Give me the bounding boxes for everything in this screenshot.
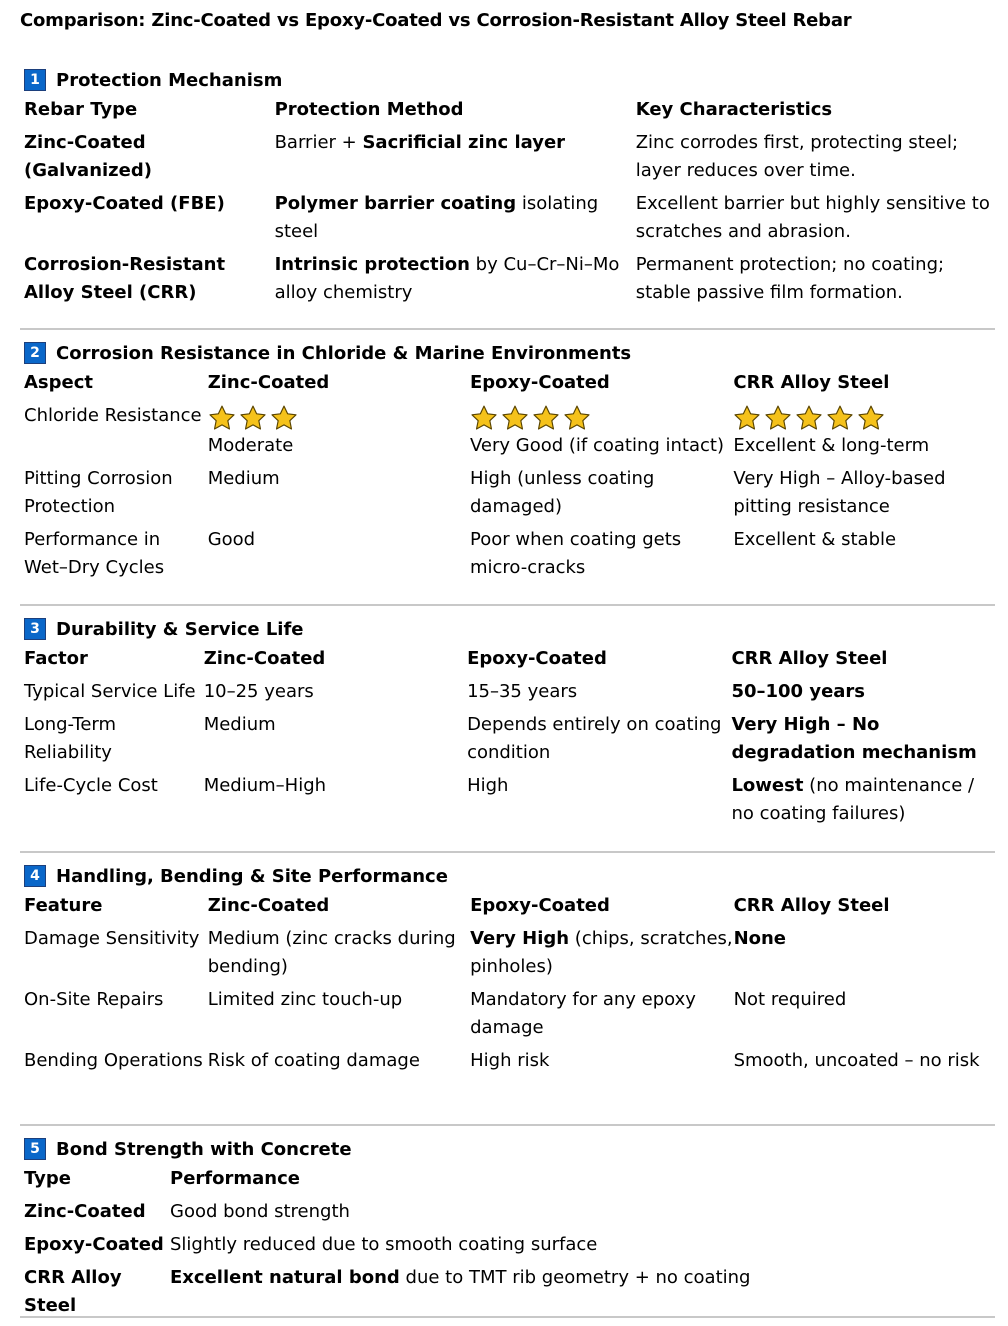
star-icon [826,404,854,432]
handling-table [24,889,995,1077]
table-header-row [24,93,995,126]
star-rating [470,402,733,432]
table-header-row [24,366,995,399]
star-icon [857,404,885,432]
crr-cell: 50–100 years [731,681,866,702]
table-row [24,399,995,462]
section-number-badge: 5 [24,1138,46,1160]
section-header [20,340,995,366]
column-header: Type [24,1168,71,1189]
table-row [24,1195,930,1228]
star-icon [470,404,498,432]
zinc-cell: Medium (zinc cracks during bending) [207,928,456,977]
type-cell: CRR Alloy Steel [24,1267,122,1316]
aspect-cell: Pitting Corrosion Protection [24,468,173,517]
section-divider [20,1316,995,1318]
section-number-badge: 1 [24,69,46,91]
table-row [24,462,995,523]
star-icon [239,404,267,432]
section-header [20,1136,995,1162]
zinc-cell: 10–25 years [203,681,314,702]
factor-cell: Typical Service Life [24,681,196,702]
rebar-type-cell: Epoxy-Coated (FBE) [24,193,225,214]
performance-cell: Excellent natural bond due to TMT rib geometry + no coating [170,1267,751,1288]
epoxy-cell: High [467,775,509,796]
epoxy-cell: Mandatory for any epoxy damage [470,989,696,1038]
section-header [20,67,995,93]
star-icon [563,404,591,432]
section-divider [20,604,995,606]
crr-cell: Smooth, uncoated – no risk [733,1050,980,1071]
rebar-type-cell: Corrosion-Resistant Alloy Steel (CRR) [24,254,226,303]
crr-cell: Excellent & stable [733,529,897,550]
column-header: Epoxy-Coated [467,648,607,669]
page-title: Comparison: Zinc-Coated vs Epoxy-Coated vs Corrosion-Resistant Alloy Steel Rebar [20,10,852,31]
epoxy-cell: Depends entirely on coating condition [467,714,722,763]
column-header: Zinc-Coated [203,648,326,669]
corrosion-table [24,366,995,584]
type-cell: Zinc-Coated [24,1201,146,1222]
table-row [24,1228,930,1261]
crr-cell: None [733,928,787,949]
bond-table [24,1162,930,1322]
table-row [24,769,995,830]
column-header: Performance [170,1168,300,1189]
section-title: Durability & Service Life [56,618,304,640]
column-header: Factor [24,648,88,669]
feature-cell: Bending Operations [24,1050,203,1071]
star-rating [208,402,470,432]
factor-cell: Long-Term Reliability [24,714,117,763]
star-rating [733,402,995,432]
star-icon [764,404,792,432]
zinc-cell: Limited zinc touch-up [207,989,403,1010]
zinc-cell: Moderate [208,399,470,462]
star-icon [795,404,823,432]
zinc-cell: Good [207,529,256,550]
zinc-cell: Risk of coating damage [207,1050,420,1071]
column-header: Epoxy-Coated [470,895,610,916]
table-row [24,983,995,1044]
section-handling [20,863,995,1077]
column-header: CRR Alloy Steel [731,648,888,669]
performance-cell: Good bond strength [170,1201,350,1222]
star-icon [532,404,560,432]
section-divider [20,851,995,853]
column-header: CRR Alloy Steel [733,372,890,393]
column-header: Key Characteristics [635,99,833,120]
column-header: Epoxy-Coated [470,372,610,393]
column-header: Zinc-Coated [207,895,330,916]
section-protection-mechanism [20,67,995,309]
table-row [24,1261,930,1322]
section-bond-strength [20,1136,995,1322]
epoxy-cell: High (unless coating damaged) [470,468,655,517]
section-divider [20,328,995,330]
section-title: Corrosion Resistance in Chloride & Marine Environments [56,342,632,364]
table-header-row [24,642,995,675]
zinc-cell: Medium [207,468,280,489]
crr-cell: Very High – No degradation mechanism [731,714,977,763]
table-row [24,922,995,983]
crr-cell: Excellent & long-term [733,399,995,462]
durability-table [24,642,995,830]
table-row [24,675,995,708]
factor-cell: Life-Cycle Cost [24,775,158,796]
column-header: Protection Method [274,99,464,120]
section-header [20,616,995,642]
table-row [24,708,995,769]
rebar-type-cell: Zinc-Coated (Galvanized) [24,132,152,181]
epoxy-cell: High risk [470,1050,550,1071]
star-icon [733,404,761,432]
star-icon [501,404,529,432]
column-header: Zinc-Coated [207,372,330,393]
protection-method-cell: Intrinsic protection by Cu–Cr–Ni–Mo alloy chemistry [274,254,620,303]
table-row [24,1044,995,1077]
protection-table [24,93,995,309]
key-characteristics-cell: Permanent protection; no coating; stable passive film formation. [635,254,945,303]
section-divider [20,1124,995,1126]
table-row [24,126,995,187]
section-number-badge: 2 [24,342,46,364]
star-icon [270,404,298,432]
protection-method-cell: Barrier + Sacrificial zinc layer [274,132,566,153]
column-header: Aspect [24,372,94,393]
epoxy-cell: Poor when coating gets micro-cracks [470,529,682,578]
column-header: Rebar Type [24,99,138,120]
epoxy-cell: Very High (chips, scratches, pinholes) [470,928,733,977]
zinc-cell: Medium–High [203,775,327,796]
key-characteristics-cell: Excellent barrier but highly sensitive to scratches and abrasion. [635,193,990,242]
section-header [20,863,995,889]
table-header-row [24,1162,930,1195]
table-row [24,248,995,309]
protection-method-cell: Polymer barrier coating isolating steel [274,193,599,242]
section-title: Bond Strength with Concrete [56,1138,352,1160]
star-icon [208,404,236,432]
aspect-cell: Performance in Wet–Dry Cycles [24,529,165,578]
table-header-row [24,889,995,922]
key-characteristics-cell: Zinc corrodes first, protecting steel; layer reduces over time. [635,132,959,181]
crr-cell: Not required [733,989,847,1010]
type-cell: Epoxy-Coated [24,1234,164,1255]
crr-cell: Lowest (no maintenance / no coating failures) [731,775,975,824]
zinc-cell: Medium [203,714,276,735]
section-number-badge: 4 [24,865,46,887]
table-row [24,187,995,248]
section-title: Handling, Bending & Site Performance [56,865,448,887]
table-row [24,523,995,584]
feature-cell: Damage Sensitivity [24,928,200,949]
section-number-badge: 3 [24,618,46,640]
crr-cell: Very High – Alloy-based pitting resistance [733,468,946,517]
aspect-cell: Chloride Resistance [24,405,202,426]
feature-cell: On-Site Repairs [24,989,164,1010]
column-header: CRR Alloy Steel [733,895,890,916]
section-corrosion-resistance [20,340,995,584]
epoxy-cell: 15–35 years [467,681,578,702]
epoxy-cell: Very Good (if coating intact) [470,399,733,462]
section-durability [20,616,995,830]
section-title: Protection Mechanism [56,69,283,91]
performance-cell: Slightly reduced due to smooth coating surface [170,1234,598,1255]
column-header: Feature [24,895,103,916]
